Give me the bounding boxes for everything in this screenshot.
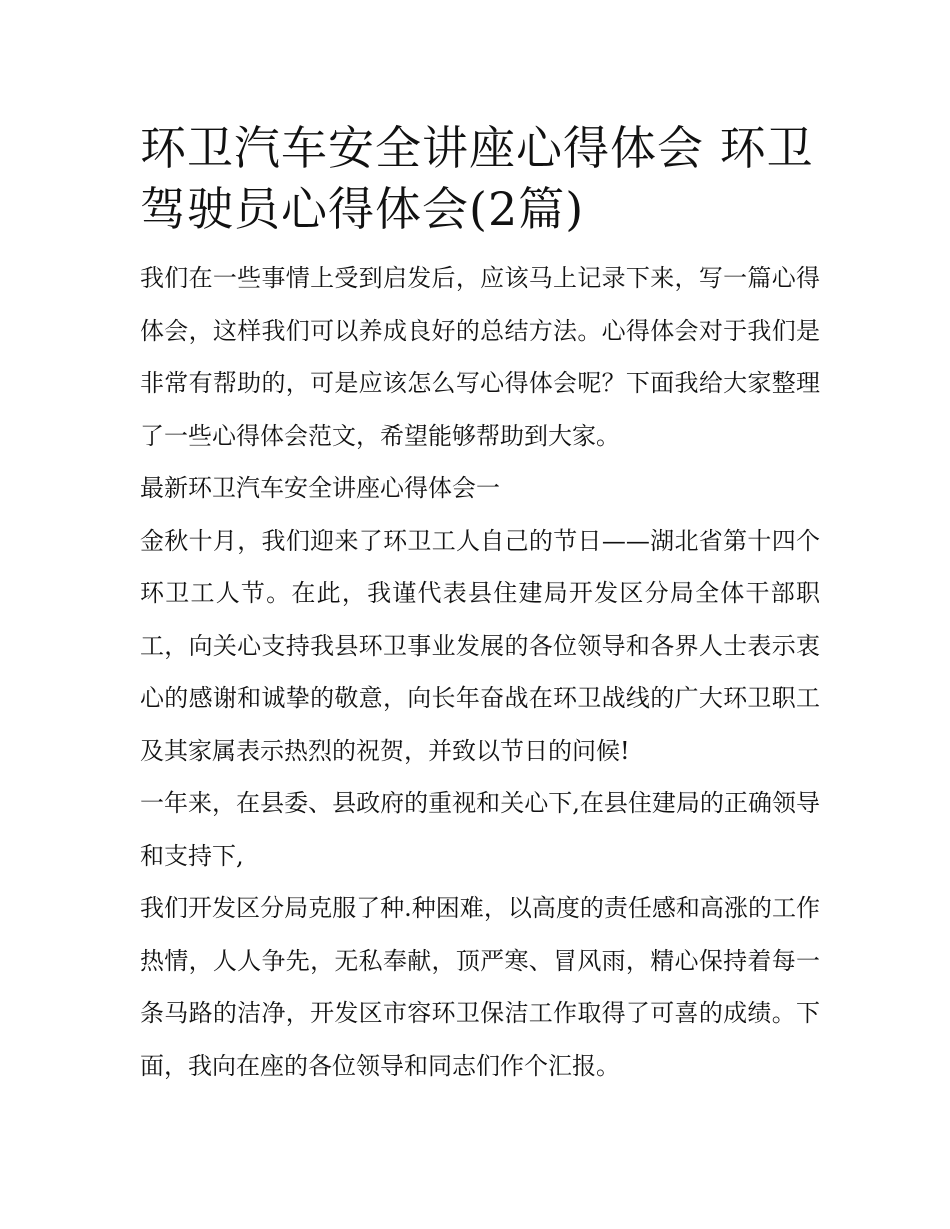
body-paragraph: 我们开发区分局克服了种.种困难，以高度的责任感和高涨的工作热情，人人争先，无私奉献，顶严寒、冒风雨，精心保持着每一条马路的洁净，开发区市容环卫保洁工作取得了可喜的成绩。下面，我向在座的各位领导和同志们作个汇报。 [140,894,820,1080]
body-paragraph: 一年来，在县委、县政府的重视和关心下,在县住建局的正确领导和支持下, [140,789,820,870]
document-title: 环卫汽车安全讲座心得体会 环卫驾驶员心得体会(2篇) [140,121,814,236]
section-heading: 最新环卫汽车安全讲座心得体会一 [140,474,500,502]
document-page [140,118,820,1092]
intro-paragraph: 我们在一些事情上受到启发后，应该马上记录下来，写一篇心得体会，这样我们可以养成良好的总结方法。心得体会对于我们是非常有帮助的，可是应该怎么写心得体会呢？下面我给大家整理了一些心得体会范文，希望能够帮助到大家。 [140,264,820,450]
body-paragraph: 金秋十月，我们迎来了环卫工人自己的节日——湖北省第十四个环卫工人节。在此，我谨代表县住建局开发区分局全体干部职工，向关心支持我县环卫事业发展的各位领导和各界人士表示衷心的感谢和诚挚的敬意，向长年奋战在环卫战线的广大环卫职工及其家属表示热烈的祝贺，并致以节日的问候! [140,526,820,765]
